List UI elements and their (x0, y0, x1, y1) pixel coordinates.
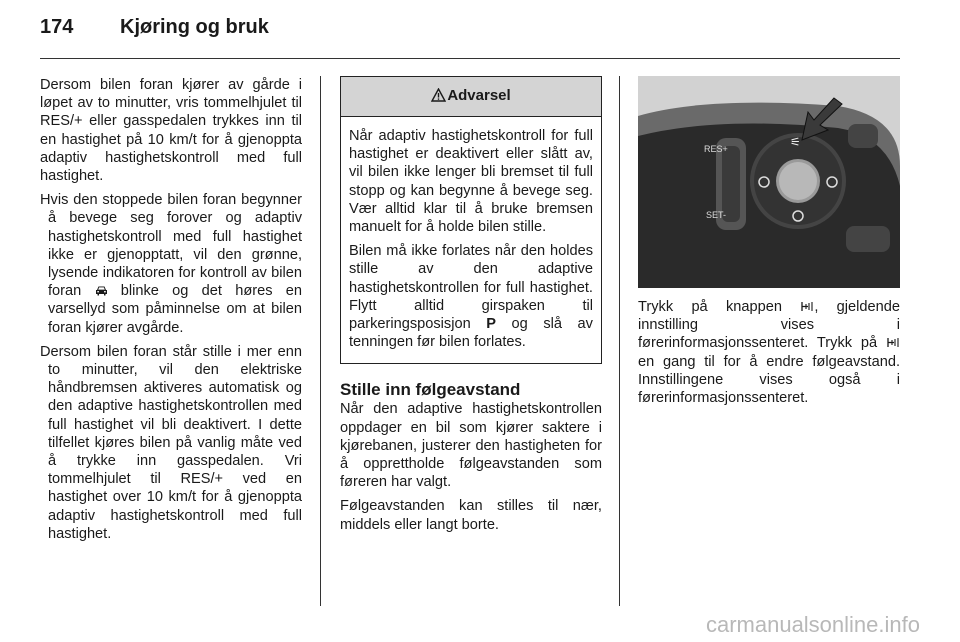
svg-text:⚟: ⚟ (790, 135, 801, 149)
paragraph-text: Trykk på knappen (638, 299, 782, 315)
warning-text: Bilen må ikke forlates når den holdes stille av den adaptive hastighetskontrollen for full hastighet. Flytt alltid girspaken til parkeringsposisjon (349, 243, 593, 333)
warning-body (341, 117, 601, 363)
paragraph: Dersom bilen foran kjører av gårde i løpet av to minutter, vris tommelhjulet til RES/+ eller gasspedalen trykkes inn til en hastighet på 10 km/t for å gjenoppta adaptiv hastighetskontroll med full hastighet. (40, 77, 302, 185)
page-number: 174 (40, 16, 74, 38)
paragraph: Dersom bilen foran står stille i mer enn to minutter, vil den elektriske håndbremsen aktiveres automatisk og den adaptive hastighetskontrollen med full hastighet vil bli deaktivert. I dette tilfellet kjøres bilen på vanlig måte ved å trykke inn gasspedalen. Vri tommelhjulet til RES/+ ved en hastighet over 10 km/t for å gjenoppta adaptiv hastighetskontroll med full hastighet. (40, 343, 302, 542)
page-header (40, 16, 269, 39)
set-label: SET- (706, 210, 727, 220)
paragraph-text: Hvis den stoppede bilen foran begynner å bevege seg forover og adaptiv hastighetskontroll med full hastighet ikke er gjenopptatt, vil den grønne, lysende indikatoren for kontroll av bilen foran (40, 192, 302, 300)
column-divider-1 (320, 76, 321, 606)
column-1 (40, 76, 302, 549)
paragraph (638, 298, 900, 407)
res-label: RES+ (704, 144, 728, 154)
header-rule (40, 58, 900, 59)
page-title: Kjøring og bruk (120, 16, 269, 38)
warning-triangle-icon (431, 87, 446, 105)
warning-title-text: Advarsel (447, 87, 511, 105)
paragraph-text: , gjeldende innstilling vises i førerinformasjonssenteret. Trykk på (638, 299, 900, 352)
column-3 (638, 76, 900, 413)
section-heading: Stille inn følgeavstand (340, 380, 521, 400)
car-front-icon (95, 283, 108, 299)
paragraph: Når den adaptive hastighetskontrollen oppdager en bil som kjører saktere i kjørebanen, justerer den hastigheten for å opprettholde følgeavstanden som føreren har valgt. (340, 401, 602, 491)
warning-paragraph: Når adaptiv hastighetskontroll for full hastighet er deaktivert eller slått av, vil bilen ikke lenger bli bremset til full stopp og kan begynne å bevege seg. Vær alltid klar til å bruke bremsen manuelt for å holde bilen stille. (349, 128, 593, 236)
warning-paragraph (349, 242, 593, 351)
paragraph-text: en gang til for å endre følgeavstand. Innstillingene vises også i førerinformasjonssenteret. (638, 353, 900, 407)
following-distance-icon (886, 336, 900, 350)
column-2 (340, 76, 602, 540)
gear-position-p: P (486, 316, 496, 333)
steering-wheel-controls-illustration (638, 76, 900, 288)
paragraph-text: blinke og det høres en varsellyd som påminnelse om at bilen foran kjører avgårde. (48, 283, 303, 336)
warning-text: og slå av tenningen før bilen forlates. (349, 316, 593, 351)
paragraph (40, 191, 302, 337)
column-divider-2 (619, 76, 620, 606)
warning-title (341, 77, 601, 117)
warning-box (340, 76, 602, 364)
watermark: carmanualsonline.info (705, 612, 920, 637)
paragraph: Følgeavstanden kan stilles til nær, middels eller langt borte. (340, 498, 602, 533)
following-distance-icon (800, 300, 814, 314)
